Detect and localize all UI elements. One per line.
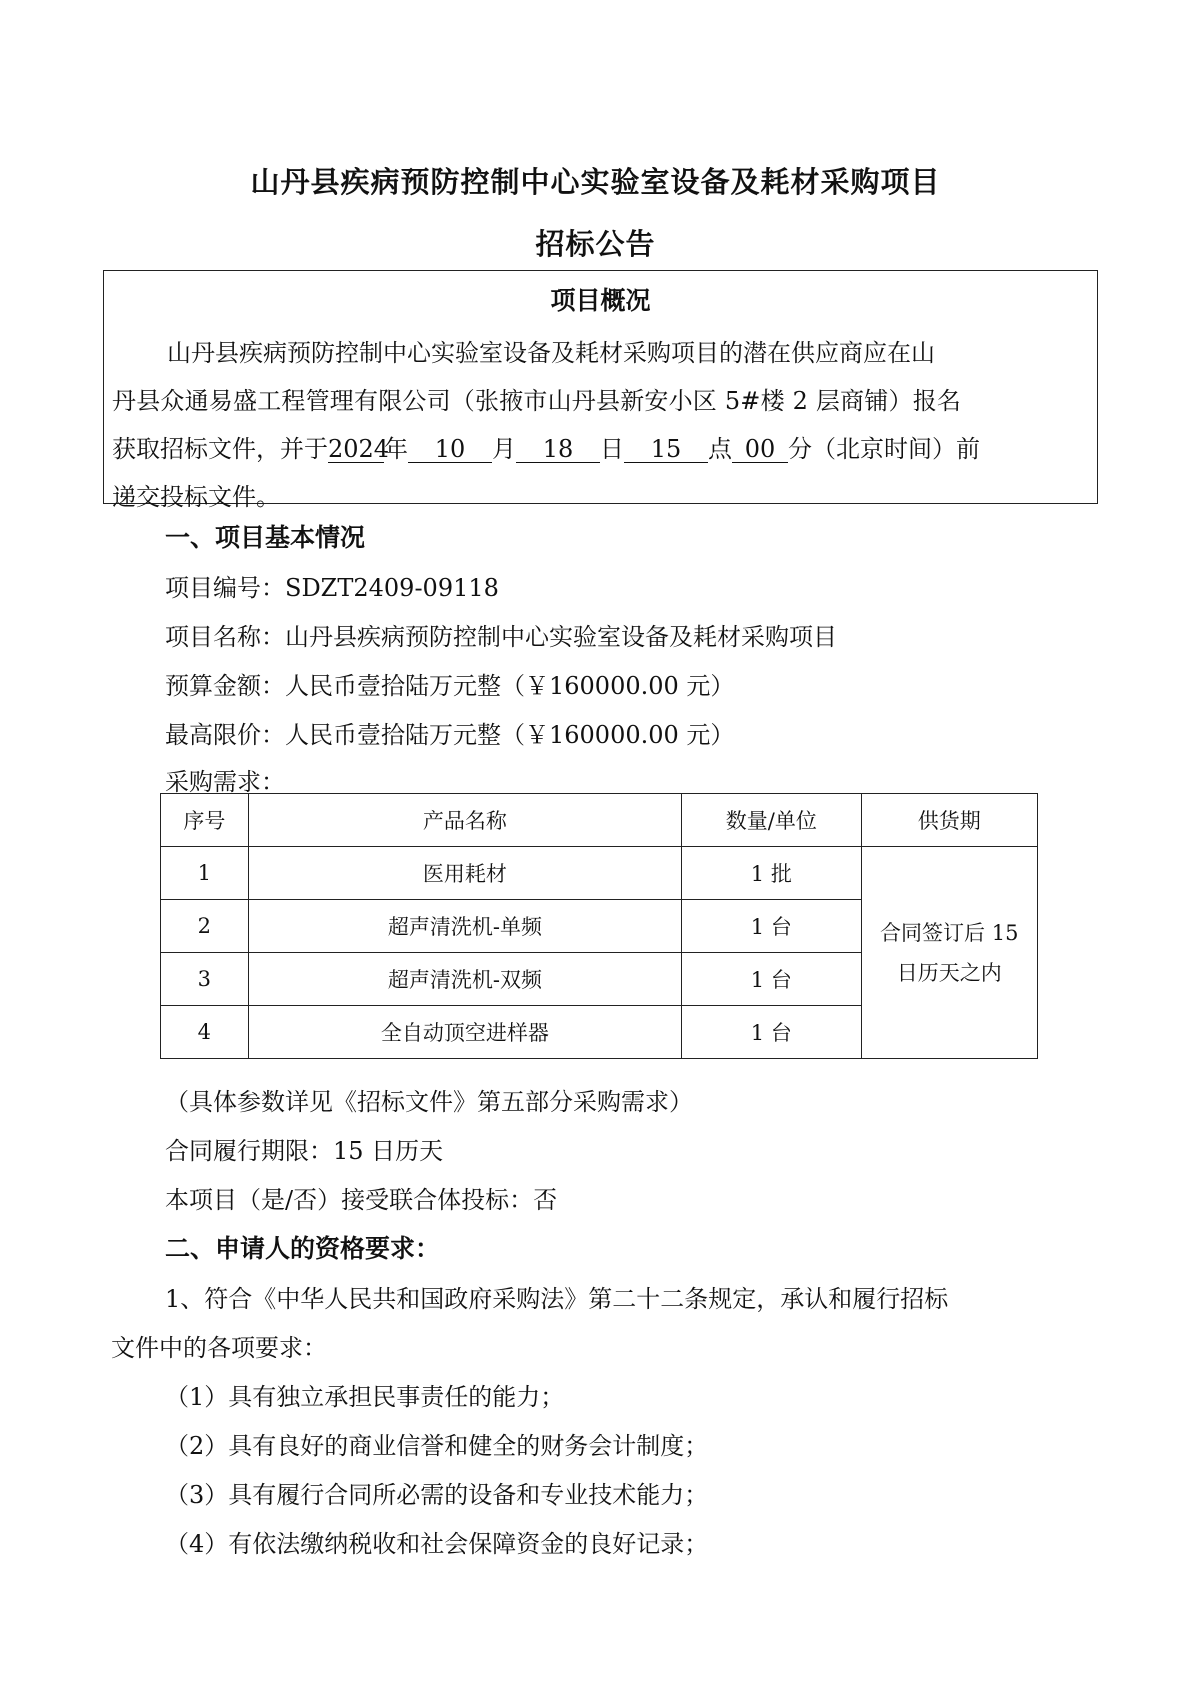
row-qty: 1 台 — [682, 900, 861, 953]
project-overview-box — [103, 270, 1098, 511]
row-product: 超声清洗机-双频 — [248, 953, 681, 1006]
day-unit: 日 — [600, 435, 624, 463]
delivery-period: 合同签订后 15 日历天之内 — [861, 847, 1038, 1059]
max-price: 最高限价：人民币壹拾陆万元整（￥160000.00 元） — [165, 721, 735, 749]
year-unit: 年 — [384, 435, 408, 463]
project-name: 项目名称：山丹县疾病预防控制中心实验室设备及耗材采购项目 — [165, 623, 837, 651]
document-subtitle: 招标公告 — [535, 227, 656, 261]
project-number: 项目编号：SDZT2409-09118 — [165, 574, 499, 602]
table-row — [161, 847, 1038, 900]
hour-unit: 点 — [708, 435, 732, 463]
requirement-label: 采购需求： — [165, 768, 285, 796]
contract-period: 合同履行期限：15 日历天 — [165, 1137, 444, 1165]
deadline-day: 18 — [516, 436, 600, 463]
document-title: 山丹县疾病预防控制中心实验室设备及耗材采购项目 — [250, 165, 941, 199]
header-no: 序号 — [161, 794, 249, 847]
overview-line-2: 丹县众通易盛工程管理有限公司（张掖市山丹县新安小区 5#楼 2 层商铺）报名 — [112, 387, 962, 415]
month-unit: 月 — [492, 435, 516, 463]
row-no: 3 — [161, 953, 249, 1006]
minute-unit: 分（北京时间）前 — [788, 435, 980, 463]
header-qty: 数量/单位 — [682, 794, 861, 847]
overview-line-4: 递交投标文件。 — [112, 483, 280, 511]
qualification-sub-3: （3）具有履行合同所必需的设备和专业技术能力； — [165, 1481, 709, 1509]
budget-amount: 预算金额：人民币壹拾陆万元整（￥160000.00 元） — [165, 672, 735, 700]
deadline-minute: 00 — [732, 436, 788, 463]
header-product: 产品名称 — [248, 794, 681, 847]
row-qty: 1 台 — [682, 1006, 861, 1059]
deadline-month: 10 — [408, 436, 492, 463]
deadline-prefix: 获取招标文件，并于 — [112, 435, 328, 463]
row-no: 4 — [161, 1006, 249, 1059]
overview-line-3 — [112, 429, 980, 464]
row-qty: 1 批 — [682, 847, 861, 900]
deadline-year: 2024 — [328, 435, 390, 463]
row-no: 2 — [161, 900, 249, 953]
overview-heading: 项目概况 — [550, 286, 651, 315]
consortium-bid: 本项目（是/否）接受联合体投标：否 — [165, 1186, 558, 1214]
section-1-heading: 一、项目基本情况 — [165, 523, 366, 552]
qualification-1-line-1: 1、符合《中华人民共和国政府采购法》第二十二条规定，承认和履行招标 — [165, 1285, 949, 1313]
procurement-table — [160, 793, 1038, 1059]
overview-line-1: 山丹县疾病预防控制中心实验室设备及耗材采购项目的潜在供应商应在山 — [167, 339, 935, 367]
row-product: 医用耗材 — [248, 847, 681, 900]
header-delivery: 供货期 — [861, 794, 1038, 847]
table-note: （具体参数详见《招标文件》第五部分采购需求） — [165, 1088, 693, 1116]
qualification-sub-2: （2）具有良好的商业信誉和健全的财务会计制度； — [165, 1432, 709, 1460]
table-header-row — [161, 794, 1038, 847]
row-product: 超声清洗机-单频 — [248, 900, 681, 953]
deadline-hour: 15 — [624, 436, 708, 463]
row-qty: 1 台 — [682, 953, 861, 1006]
qualification-sub-1: （1）具有独立承担民事责任的能力； — [165, 1383, 565, 1411]
row-no: 1 — [161, 847, 249, 900]
row-product: 全自动顶空进样器 — [248, 1006, 681, 1059]
qualification-1-line-2: 文件中的各项要求： — [111, 1334, 327, 1362]
qualification-sub-4: （4）有依法缴纳税收和社会保障资金的良好记录； — [165, 1530, 709, 1558]
section-2-heading: 二、申请人的资格要求： — [165, 1234, 441, 1263]
